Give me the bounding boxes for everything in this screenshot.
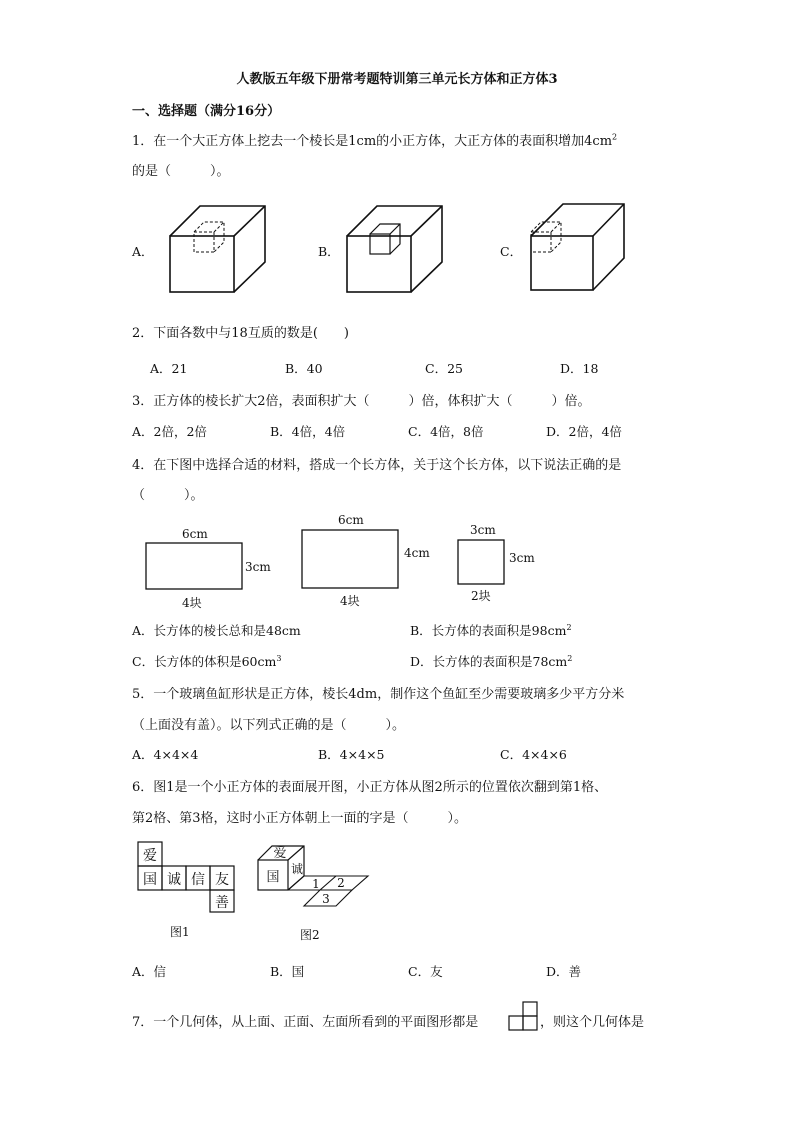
- net-cell-shan: 善: [215, 895, 229, 911]
- net-cell-you: 友: [215, 872, 229, 888]
- question-4-option-c-sup: 3: [276, 653, 282, 663]
- fig2-cell-1: 1: [312, 877, 320, 891]
- net-cell-xin: 信: [191, 872, 205, 888]
- net-cell-ai: 爱: [143, 848, 157, 864]
- question-6-option-d[interactable]: D．善: [546, 964, 582, 979]
- square-3-count-label: 2块: [471, 589, 491, 603]
- rect-1-side-label: 3cm: [245, 560, 271, 574]
- rect-2-top-label: 6cm: [338, 513, 364, 527]
- question-4-option-a[interactable]: A．长方体的棱长总和是48cm: [132, 623, 301, 638]
- question-3-option-a[interactable]: A．2倍，2倍: [132, 424, 207, 439]
- square-3-side-label: 3cm: [509, 551, 535, 565]
- rect-2-side-label: 4cm: [404, 546, 430, 560]
- question-3-option-b[interactable]: B．4倍，4倍: [270, 424, 346, 439]
- rect-1-count-label: 4块: [182, 596, 202, 610]
- fig2-cube-front: 国: [266, 870, 280, 885]
- question-6-text-a: 6．图1是一个小正方体的表面展开图，小正方体从图2所示的位置依次翻到第1格、: [132, 780, 608, 795]
- net-cell-guo: 国: [143, 872, 157, 888]
- question-6-option-b[interactable]: B．国: [270, 964, 305, 979]
- question-6-option-a[interactable]: A．信: [132, 964, 167, 979]
- question-1-label-c[interactable]: C．: [500, 244, 523, 259]
- question-5-text-a: 5．一个玻璃鱼缸形状是正方体，棱长4dm，制作这个鱼缸至少需要玻璃多少平方分米: [132, 687, 625, 702]
- question-2-text: 2．下面各数中与18互质的数是( ): [132, 326, 349, 341]
- page-title: 人教版五年级下册常考题特训第三单元长方体和正方体3: [236, 72, 558, 87]
- question-4-option-d-sup: 2: [567, 653, 573, 663]
- question-1-sup: 2: [612, 132, 618, 142]
- question-3-text: 3．正方体的棱长扩大2倍，表面积扩大（ ）倍，体积扩大（ ）倍。: [132, 394, 591, 409]
- question-2-option-b[interactable]: B．40: [285, 361, 323, 376]
- question-5-option-b[interactable]: B．4×4×5: [318, 747, 385, 762]
- question-5-option-a[interactable]: A．4×4×4: [132, 747, 199, 762]
- fig2-cube-top: 爱: [273, 846, 287, 861]
- question-2-option-a[interactable]: A．21: [150, 361, 188, 376]
- rect-1-top-label: 6cm: [182, 527, 208, 541]
- question-4-option-d-text: D．长方体的表面积是78cm: [410, 654, 568, 669]
- net-cell-cheng: 诚: [167, 872, 181, 888]
- question-5-text-b: （上面没有盖）。以下列式正确的是（ ）。: [132, 718, 406, 733]
- question-3-option-c[interactable]: C．4倍，8倍: [408, 424, 484, 439]
- question-1-label-b[interactable]: B．: [318, 244, 340, 259]
- fig2-cell-3: 3: [322, 892, 330, 906]
- question-3-option-d[interactable]: D．2倍，4倍: [546, 424, 622, 439]
- question-1-text-b: 的是（ ）。: [132, 164, 230, 179]
- question-1-text-a: 1．在一个大正方体上挖去一个棱长是1cm的小正方体，大正方体的表面积增加4cm: [132, 134, 613, 149]
- question-7-text-a: 7．一个几何体，从上面、正面、左面所看到的平面图形都是: [132, 1015, 479, 1030]
- question-6-text-b: 第2格、第3格，这时小正方体朝上一面的字是（ ）。: [132, 811, 468, 826]
- question-1-label-a[interactable]: A．: [132, 244, 154, 259]
- question-4-text-a: 4．在下图中选择合适的材料，搭成一个长方体，关于这个长方体，以下说法正确的是: [132, 458, 622, 473]
- fig2-cube-side: 诚: [290, 862, 304, 876]
- question-4-option-b-text: B．长方体的表面积是98cm: [410, 623, 567, 638]
- section-heading: 一、选择题（满分16分）: [132, 104, 281, 119]
- question-2-option-d[interactable]: D．18: [560, 361, 599, 376]
- fig2-cell-2: 2: [337, 876, 345, 890]
- question-4-option-b-sup: 2: [566, 622, 572, 632]
- question-4-option-c-text: C．长方体的体积是60cm: [132, 654, 277, 669]
- figure-2-caption: 图2: [300, 928, 320, 942]
- question-7-text-b: ，则这个几何体是: [540, 1015, 645, 1030]
- question-5-option-c[interactable]: C．4×4×6: [500, 747, 567, 762]
- question-6-option-c[interactable]: C．友: [408, 964, 443, 979]
- rect-2-count-label: 4块: [340, 594, 360, 608]
- question-2-option-c[interactable]: C．25: [425, 361, 463, 376]
- square-3-top-label: 3cm: [470, 523, 496, 537]
- figure-1-caption: 图1: [170, 925, 190, 939]
- question-4-text-b: （ ）。: [132, 488, 204, 503]
